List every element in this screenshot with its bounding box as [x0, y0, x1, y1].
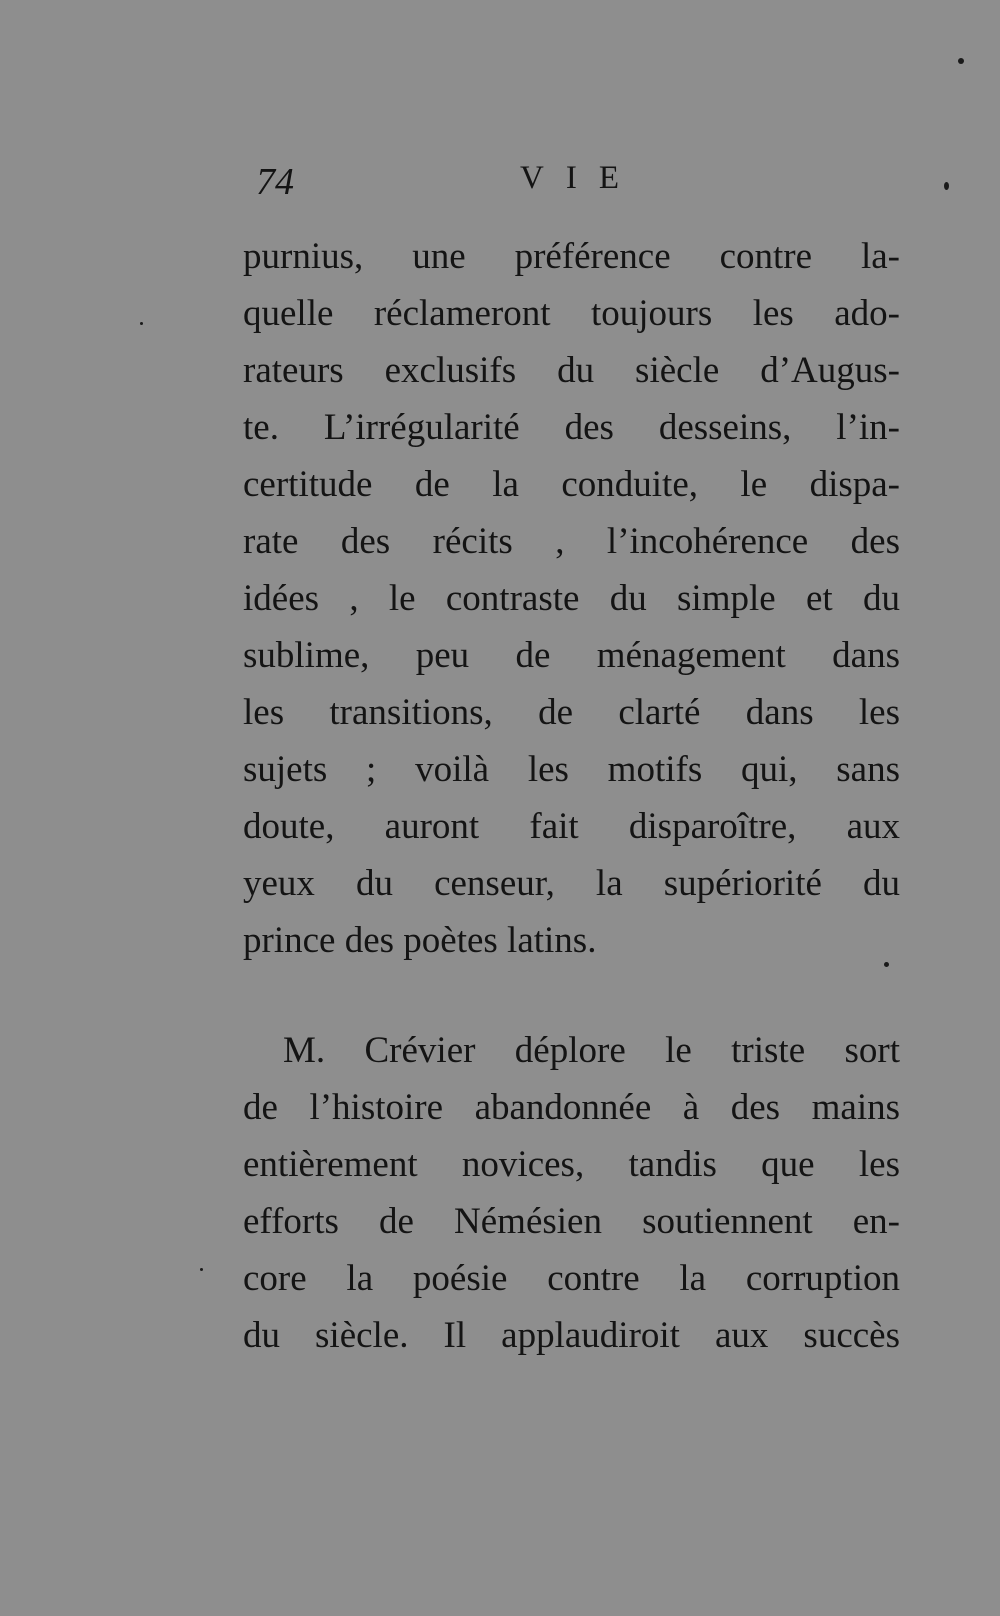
text-line: te. L’irrégularité des desseins, l’in- [243, 407, 900, 448]
ink-speck [958, 58, 964, 64]
page-header [250, 160, 810, 210]
running-head: VIE [520, 160, 641, 196]
text-line: prince des poètes latins. [243, 920, 597, 961]
text-line: quelle réclameront toujours les ado- [243, 293, 900, 334]
text-line: rate des récits , l’incohérence des [243, 521, 900, 562]
ink-speck [200, 1268, 203, 1271]
text-line: du siècle. Il applaudiroit aux succès [243, 1315, 900, 1356]
ink-speck [944, 182, 949, 190]
text-line: rateurs exclusifs du siècle d’Augus- [243, 350, 900, 391]
text-line: doute, auront fait disparoître, aux [243, 806, 900, 847]
paragraph-1 [243, 228, 900, 969]
text-line: core la poésie contre la corruption [243, 1258, 900, 1299]
paragraph-2 [243, 1022, 900, 1364]
ink-speck [140, 322, 143, 325]
ink-speck [884, 962, 889, 967]
text-line: efforts de Némésien soutiennent en- [243, 1201, 900, 1242]
text-line: entièrement novices, tandis que les [243, 1144, 900, 1185]
text-line: de l’histoire abandonnée à des mains [243, 1087, 900, 1128]
text-line: les transitions, de clarté dans les [243, 692, 900, 733]
text-line: purnius, une préférence contre la- [243, 236, 900, 277]
text-line: certitude de la conduite, le dispa- [243, 464, 900, 505]
page-number: 74 [256, 161, 294, 203]
text-line: idées , le contraste du simple et du [243, 578, 900, 619]
text-line: M. Crévier déplore le triste sort [283, 1030, 900, 1071]
text-line: sujets ; voilà les motifs qui, sans [243, 749, 900, 790]
text-line: yeux du censeur, la supériorité du [243, 863, 900, 904]
text-line: sublime, peu de ménagement dans [243, 635, 900, 676]
